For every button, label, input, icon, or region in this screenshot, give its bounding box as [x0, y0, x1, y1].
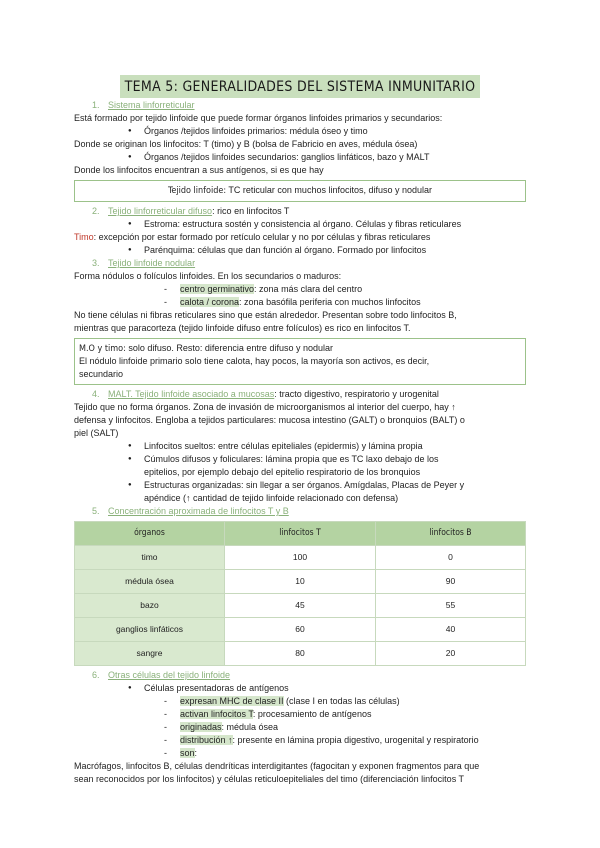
bullet-item — [74, 244, 526, 257]
table-header-cell: linfocitos B — [376, 522, 526, 546]
highlight-term: originadas — [180, 722, 222, 732]
dash-rest: : procesamiento de antígenos — [252, 709, 372, 719]
callout-box — [74, 180, 526, 202]
dash-rest: (clase I en todas las células) — [283, 696, 400, 706]
callout-line — [79, 342, 521, 355]
section-title-rest: : tracto digestivo, respiratorio y urogenital — [274, 389, 439, 399]
table-cell: 10 — [225, 570, 376, 594]
paragraph-line: sean reconocidos por los linfocitos) y células reticuloepiteliales del timo (diferenciación linfocitos T — [74, 774, 465, 784]
dash-text — [162, 283, 526, 296]
bullet-text: ● Parénquima: células que dan función al órgano. Formado por linfocitos — [144, 245, 427, 255]
paragraph-line: Tejido que no forma órganos. Zona de invasión de microorganismos al interior del cuerpo, hay ↑ — [74, 402, 456, 412]
section-1-heading — [74, 99, 526, 112]
callout-box — [74, 338, 526, 385]
table-cell: 60 — [225, 618, 376, 642]
table-row — [75, 546, 526, 570]
dash-rest: : presente en lámina propia digestivo, urogenital y respiratorio — [232, 735, 479, 745]
callout-line: secundario — [79, 369, 124, 379]
table-row — [75, 570, 526, 594]
table-cell: timo — [75, 546, 225, 570]
section-title: Tejido linfoide nodular — [108, 258, 196, 268]
dash-text — [162, 695, 526, 708]
bullet-text: ● Estructuras organizadas: sin llegar a ser órganos. Amígdalas, Placas de Peyer y — [144, 480, 465, 490]
dash-text — [162, 734, 526, 747]
bullet-continuation: epitelios, por ejemplo debajo del epitelio respiratorio de los bronquios — [144, 467, 421, 477]
table-cell: 20 — [376, 642, 526, 666]
paragraph-line: Está formado por tejido linfoide que puede formar órganos linfoides primarios y secundarios: — [74, 113, 443, 123]
paragraph-line: Donde los linfocitos encuentran a sus antígenos, si es que hay — [74, 165, 324, 175]
paragraph-line: No tiene células ni fibras reticulares sino que están alrededor. Presentan sobre todo linfocitos B, — [74, 310, 457, 320]
callout-label: Tejido linfoide: — [167, 186, 227, 196]
content — [0, 99, 600, 786]
bullet-item — [74, 453, 526, 466]
dash-item — [74, 283, 526, 296]
bullet-item — [74, 125, 526, 138]
paragraph-line: Forma nódulos o folículos linfoides. En los secundarios o maduros: — [74, 271, 342, 281]
paragraph-line: defensa y linfocitos. Engloba a tejidos particulares: mucosa intestino (GALT) o bronquios (BALT) o — [74, 415, 465, 425]
section-number: 2. — [92, 206, 100, 216]
dash-rest: : — [194, 748, 198, 758]
table-row — [75, 618, 526, 642]
table-cell: ganglios linfáticos — [75, 618, 225, 642]
section-title: Otras células del tejido linfoide — [108, 670, 231, 680]
highlight-term: centro germinativo — [180, 284, 255, 294]
paragraph-line: Macrófagos, linfocitos B, células dendríticas interdigitantes (fagocitan y exponen fragmentos para que — [74, 761, 480, 771]
section-number: 3. — [92, 258, 100, 268]
section-2-heading — [74, 205, 526, 218]
dash-rest: : zona basófila periferia con muchos linfocitos — [239, 297, 421, 307]
bullet-text: ● Cúmulos difusos y foliculares: lámina propia que es TC laxo debajo de los — [144, 454, 439, 464]
bullet-text: ● Linfocitos sueltos: entre células epiteliales (epidermis) y lámina propia — [144, 441, 423, 451]
dash-item — [74, 721, 526, 734]
table-cell: sangre — [75, 642, 225, 666]
section-6-heading — [74, 669, 526, 682]
paragraph-line: mientras que paracorteza (tejido linfoide difuso entre folículos) es rico en linfocitos T. — [74, 323, 411, 333]
dash-text — [162, 708, 526, 721]
callout-line: El nódulo linfoide primario solo tiene calota, hay pocos, la mayoría son activos, es decir, — [79, 356, 430, 366]
bullet-text: ● Órganos /tejidos linfoides secundarios: ganglios linfáticos, bazo y MALT — [144, 152, 430, 162]
paragraph-line — [74, 231, 526, 244]
section-5-heading — [74, 505, 526, 518]
table-header-cell: linfocitos T — [225, 522, 376, 546]
dash-rest: : médula ósea — [221, 722, 279, 732]
page-title: TEMA 5: GENERALIDADES DEL SISTEMA INMUNITARIO — [120, 75, 481, 98]
bullet-item — [74, 151, 526, 164]
callout-text: solo difuso. Resto: diferencia entre difuso y nodular — [125, 343, 333, 353]
table-cell: médula ósea — [75, 570, 225, 594]
bullet-item — [74, 682, 526, 695]
section-number: 6. — [92, 670, 100, 680]
dash-text — [162, 747, 526, 760]
bullet-text: ● Estroma: estructura sostén y consistencia al órgano. Células y fibras reticulares — [144, 219, 462, 229]
table-cell: 0 — [376, 546, 526, 570]
callout-text: TC reticular con muchos linfocitos, difuso y nodular — [226, 185, 433, 195]
highlight-term: expresan MHC de clase II — [180, 696, 284, 706]
dash-item — [74, 747, 526, 760]
dash-text — [162, 296, 526, 309]
section-title-rest: : rico en linfocitos T — [212, 206, 290, 216]
bullet-continuation: apéndice (↑ cantidad de tejido linfoide relacionado con defensa) — [144, 493, 399, 503]
highlight-term: distribución ↑ — [180, 735, 233, 745]
table-cell: 45 — [225, 594, 376, 618]
highlight-term: calota / corona — [180, 297, 240, 307]
highlight-term: activan linfocitos T — [180, 709, 253, 719]
section-3-heading — [74, 257, 526, 270]
dash-text — [162, 721, 526, 734]
section-4-heading — [74, 388, 526, 401]
table-cell: 40 — [376, 618, 526, 642]
bullet-text: ● Órganos /tejidos linfoides primarios: médula óseo y timo — [144, 126, 368, 136]
paragraph-text: : excepción por estar formado por retículo celular y no por células y fibras reticulares — [93, 232, 431, 242]
section-title: Concentración aproximada de linfocitos T y B — [108, 506, 289, 516]
dash-item — [74, 296, 526, 309]
table-cell: 90 — [376, 570, 526, 594]
table-cell: 80 — [225, 642, 376, 666]
section-number: 1. — [92, 100, 100, 110]
table-header-row — [75, 522, 526, 546]
table-header-cell: órganos — [75, 522, 225, 546]
section-title: Sistema linforreticular — [108, 100, 195, 110]
table-row — [75, 642, 526, 666]
highlight-term: son — [180, 748, 195, 758]
dash-item — [74, 734, 526, 747]
section-title: MALT. Tejido linfoide asociado a mucosas — [108, 389, 275, 399]
table-cell: 100 — [225, 546, 376, 570]
bullet-item — [74, 440, 526, 453]
title-wrap — [0, 75, 600, 99]
red-term: Timo — [74, 232, 94, 242]
dash-rest: : zona más clara del centro — [254, 284, 363, 294]
lymphocyte-table — [74, 521, 526, 666]
table-cell: bazo — [75, 594, 225, 618]
dash-item — [74, 708, 526, 721]
table-cell: 55 — [376, 594, 526, 618]
section-number: 4. — [92, 389, 100, 399]
paragraph-line: Donde se originan los linfocitos: T (timo) y B (bolsa de Fabricio en aves, médula ósea) — [74, 139, 418, 149]
section-number: 5. — [92, 506, 100, 516]
table-row — [75, 594, 526, 618]
section-title: Tejido linforreticular difuso — [108, 206, 213, 216]
dash-item — [74, 695, 526, 708]
paragraph-line: piel (SALT) — [74, 428, 119, 438]
bullet-item — [74, 218, 526, 231]
bullet-text: ● Células presentadoras de antígenos — [144, 683, 289, 693]
bullet-item — [74, 479, 526, 492]
callout-label: M.O y timo: — [79, 344, 126, 354]
